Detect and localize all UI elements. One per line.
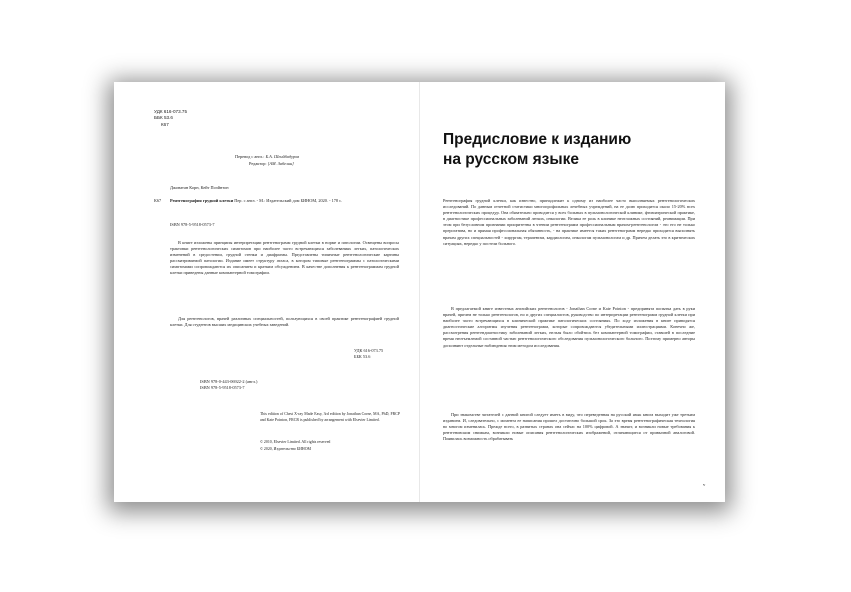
isbn-russian: ISBN 978-5-9518-0573-7: [200, 385, 245, 390]
translator-name: Б.А. Шеийбадуров: [265, 154, 300, 159]
bbk-code: ББК 53.6: [154, 115, 173, 121]
classification-block: [154, 109, 187, 128]
editor-name: [АМ. Забелин]: [267, 161, 294, 166]
isbn-line: ISBN 978-5-9518-0573-7: [170, 222, 215, 227]
udk-bottom: УДК 616-073.75: [354, 348, 384, 353]
right-page: [420, 82, 725, 502]
authors-line: Джонатан Корн, Кейт Поэйнтон: [170, 185, 229, 190]
preface-paragraph-1: Рентгенография грудной клетки, как известно, принадлежит к одному из наиболее часто выполняемых рентгенологических исследований. По данным отчетной статистики многопрофильных лечебных учреждений, на ее долю приходится около 15-20% всех рентгенологических процедур. Она обязательно проводится у всех больных в пульмонологической клинике, фтизиатрической практике, в диагностике профессиональных заболеваний легких, онкологии. Велика ее роль в клинике неотложных состояний, реанимации. При этом при безусловном признании приоритетны в чтении рентгенограмм профессиональным врачом-рентгенологом - это его не только прерогатива, но и прямая профессиональная обязанность, - на практике имеется таких рентгенограмм нередко приходится выполнять врачам других специальностей - хирургам, терапевтам, кардиологам, онкологам пульмонологам и др. Причем делать это в критических ситуациях, нередко у постели больного.: [443, 198, 695, 246]
abstract-paragraph-2: Для рентгенологов, врачей различных специальностей, пользующихся в своей практике рентгенографией грудной клетки. Для студентов высших медицинских учебных заведений.: [170, 316, 399, 328]
book-spread: [114, 82, 725, 502]
citation-rest: Пер. с англ. - М.: Издательский дом БИНОМ, 2020. - 178 с.: [234, 198, 343, 203]
citation-title: Рентгенография грудной клетки: [170, 198, 234, 203]
preface-paragraph-2: В предлагаемой книге известных английских рентгенологов - Jonathan Corne и Kate Pointon - предпринята попытка дать в руки врачей, причем не только рентгенологов, но и других специалистов, руководство по интерпретации рентгенограмм грудной клетки при наиболее часто встречающихся в клинической практике патологических состояниях. По ходу изложения в книге приводятся диагностические алгоритмы изучения рентгенограмм, которые сопровождаются убедительными иллюстрациями. Конечно же, рассмотрения рентгендиагностику заболеваний легких, нельзя было обойтись без компьютерной томографии, ставшей в последние время неотъемлемой составной частью рентгенологического обследования пульмонологического больного. Поэтому примерно авторы дополняют отдельные наблюдения этим методом исследования.: [443, 306, 695, 348]
bbk-bottom: ББК 53.6: [354, 354, 371, 359]
edition-note: This edition of Chest X-ray Made Easy, 3rd edition by Jonathan Corne, MA, PhD, FRCP and Kate Pointon, FRCR is published by arrangement with Elsevier Limited.: [260, 412, 400, 422]
udk-code: УДК 616-073.75: [154, 109, 188, 114]
left-page: [114, 82, 419, 502]
citation: [170, 198, 399, 204]
page-number: v: [703, 482, 706, 487]
preface-paragraph-3: При знакомстве читателей с данной книгой следует иметь в виду, что переведенная на русский язык книга выходит уже третьим изданием. И, следовательно, с момента ее написания прошел достаточно большой срок. За это время рентгенографическая технология во многом изменилась. Прежде всего, в развитых странах она сейчас на 100% цифровой. А значит, и возникли новые требования к рентгеновским снимкам, возникли новые описания рентгенологических изображений, отличающиеся от привычной аналоговой. Появилась возможность обрабатывать: [443, 412, 695, 442]
preface-heading: Предисловие к изданию на русском языке: [443, 131, 632, 168]
translator-line: Перевод с англ.: Б.А. Шеийбадуров: [235, 154, 300, 159]
isbn-english: ISBN 978-0-443-06922-2 (англ.): [200, 379, 258, 384]
copyright-elsevier: © 2010, Elsevier Limited. All rights reserved: [260, 440, 331, 444]
author-code: К67: [161, 121, 169, 127]
editor-line: Редактор: [АМ. Забелин]: [249, 161, 294, 166]
abstract-paragraph-1: В книге изложены принципы интерпретации рентгенограмм грудной клетки в норме и патологии. Освещены вопросы трактовки рентгенологических симптомов при наиболее часто встречающихся заболеваниях легких, патологических изменений в средостении, грудной стенки и диафрагмы. Представлены типичные рентгенологические картины рассматриваемой патологии. Издание имеет структуру атласа, в котором типовые рентгенограммы с патологическими симптомами сопровождаются их описанием и кратким обсуждением. В качестве дополнения к рентгенограммам грудной клетки приведены данные компьютерной томографии.: [170, 240, 399, 276]
copyright-binom: © 2020, Издательство БИНОМ: [260, 447, 311, 451]
index-code: К67: [154, 198, 162, 203]
